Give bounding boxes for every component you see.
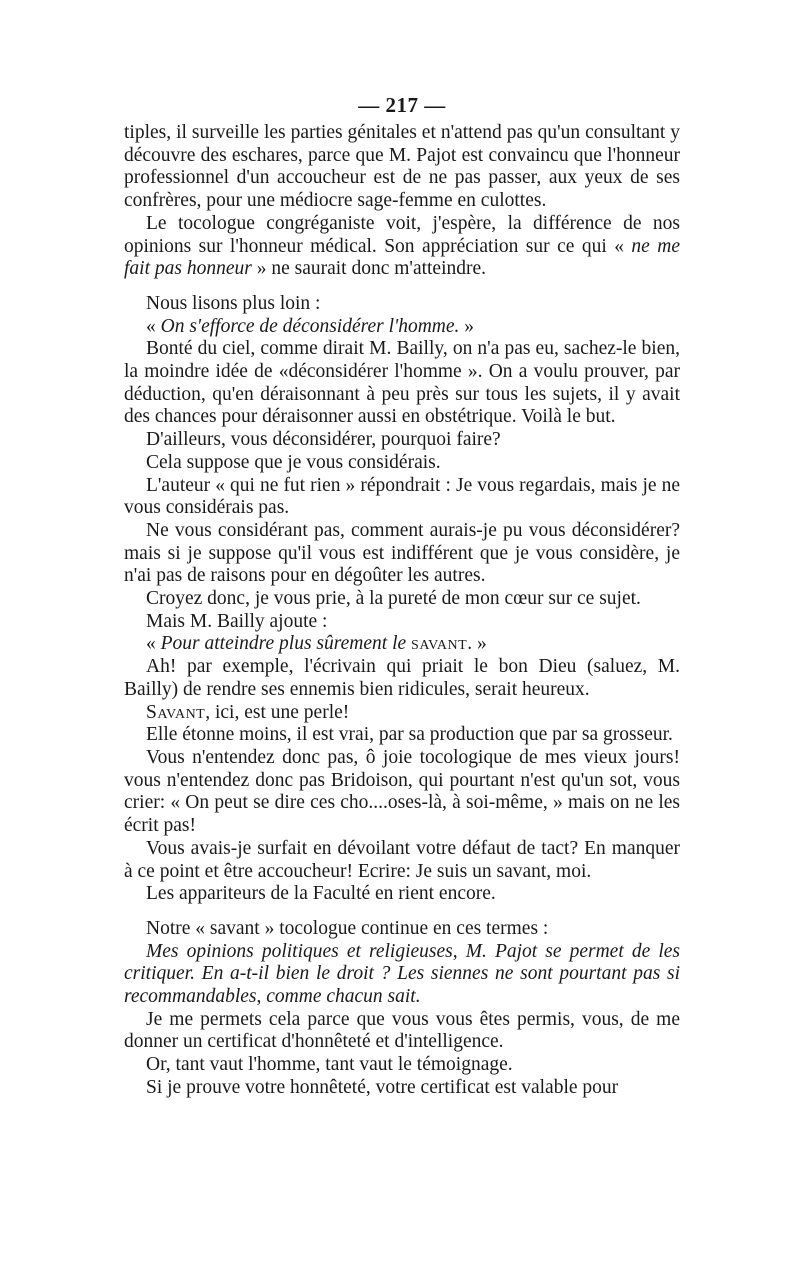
paragraph [124, 883, 680, 906]
paragraph [124, 747, 680, 838]
text-run: , [256, 986, 267, 1008]
text-run: » [459, 315, 475, 337]
text-run: Elle étonne moins, il est vrai, par sa production que par sa grosseur. [146, 724, 673, 746]
text-run: Si je prouve votre honnêteté, votre certificat est valable pour [146, 1076, 619, 1098]
paragraph [124, 293, 680, 316]
text-run: « [146, 315, 161, 337]
paragraph [124, 611, 680, 634]
text-run: , [452, 940, 466, 962]
paragraph [124, 633, 680, 656]
paragraph [124, 724, 680, 747]
text-run: , ici, est une perle! [205, 701, 350, 723]
paragraph [124, 1077, 680, 1100]
text-run: tiples, il surveille les parties génitales et n'attend pas qu'un consultant y découvre des eschares, parce que M. Pajot est convaincu que l'honneur professionnel d'un accoucheur est de ne pas passer, aux yeux de ses confrères, pour une médiocre sage-femme en culottes. [124, 122, 680, 212]
text-run: Les appariteurs de la Faculté en rient encore. [146, 883, 496, 905]
text-run: Vous avais-je surfait en dévoilant votre défaut de tact? En manquer à ce point et être accoucheur! Ecrire: Je suis un savant, moi. [124, 837, 680, 882]
text-run: Bonté du ciel, comme dirait M. Bailly, on n'a pas eu, sachez-le bien, la moindre idée de «déconsidérer l'homme ». On a voulu prouver, par déduction, qu'en déraisonnant à peu près sur tous les sujets, il y avait des chances pour déraisonner aussi en obstétrique. Voilà le but. [124, 338, 680, 428]
italic-text: Pour atteindre plus sûrement le [160, 633, 412, 655]
text-run: Notre « savant » tocologue continue en ces termes : [146, 917, 549, 939]
paragraph [124, 520, 680, 588]
text-run: « [146, 633, 161, 655]
text-run: Le tocologue congréganiste voit, j'espère, la différence de nos opinions sur l'honneur médical. Son appréciation sur ce qui « [124, 212, 680, 257]
text-run: Je me permets cela parce que vous vous êtes permis, vous, de me donner un certificat d'honnêteté et d'intelligence. [124, 1008, 680, 1053]
body-text [124, 122, 680, 1100]
text-run: Ah! par exemple, l'écrivain qui priait le bon Dieu (saluez, M. Bailly) de rendre ses ennemis bien ridicules, serait heureux. [124, 656, 680, 700]
text-run: L'auteur « qui ne fut rien » répondrait : Je vous regardais, mais je ne vous considérais pas. [124, 474, 680, 519]
text-run: Or, tant vaut l'homme, tant vaut le témoignage. [146, 1054, 513, 1076]
text-run: Cela suppose que je vous considérais. [146, 451, 441, 473]
text-run: Nous lisons plus loin : [146, 292, 321, 314]
text-run: D'ailleurs, vous déconsidérer, pourquoi faire? [146, 429, 501, 451]
text-run: . » [467, 633, 487, 655]
paragraph [124, 475, 680, 520]
italic-text: M. Pajot se permet de les critiquer. En a-t-il bien le droit ? Les siennes ne sont pourtant pas si recommandables [124, 940, 680, 1008]
italic-text: Mes opinions politiques et religieuses [146, 940, 453, 962]
paragraph [124, 316, 680, 339]
paragraph [124, 941, 680, 1009]
italic-text: On s'efforce de déconsidérer l'homme. [160, 315, 460, 337]
small-caps-text: savant [411, 633, 468, 655]
paragraph [124, 588, 680, 611]
text-run: Mais M. Bailly ajoute : [146, 610, 328, 632]
paragraph [124, 838, 680, 883]
book-page [124, 88, 680, 1100]
paragraph [124, 213, 680, 281]
text-run: Croyez donc, je vous prie, à la pureté de mon cœur sur ce sujet. [146, 588, 641, 610]
paragraph [124, 656, 680, 701]
italic-text: ne me fait pas honneur [124, 235, 680, 280]
paragraph [124, 1009, 680, 1054]
small-caps-text: Savant [146, 701, 206, 723]
text-run: Ne vous considérant pas, comment aurais-je pu vous déconsidérer? mais si je suppose qu'il vous est indifférent que je vous considère, je n'ai pas de raisons pour en dégoûter les autres. [124, 519, 680, 587]
paragraph [124, 1054, 680, 1077]
text-run: Vous n'entendez donc pas, ô joie tocologique de mes vieux jours! vous n'entendez donc pas Bridoison, qui pourtant n'est qu'un sot, vous crier: « On peut se dire ces cho....oses-là, à soi-même, » mais on ne les écrit pas! [124, 746, 680, 837]
paragraph [124, 918, 680, 941]
paragraph [124, 122, 680, 213]
paragraph [124, 338, 680, 429]
paragraph [124, 452, 680, 475]
italic-text: comme chacun sait. [266, 986, 421, 1008]
text-run: » ne saurait donc m'atteindre. [251, 258, 487, 280]
page-number: — 217 — [358, 93, 446, 117]
paragraph [124, 429, 680, 452]
paragraph [124, 702, 680, 725]
